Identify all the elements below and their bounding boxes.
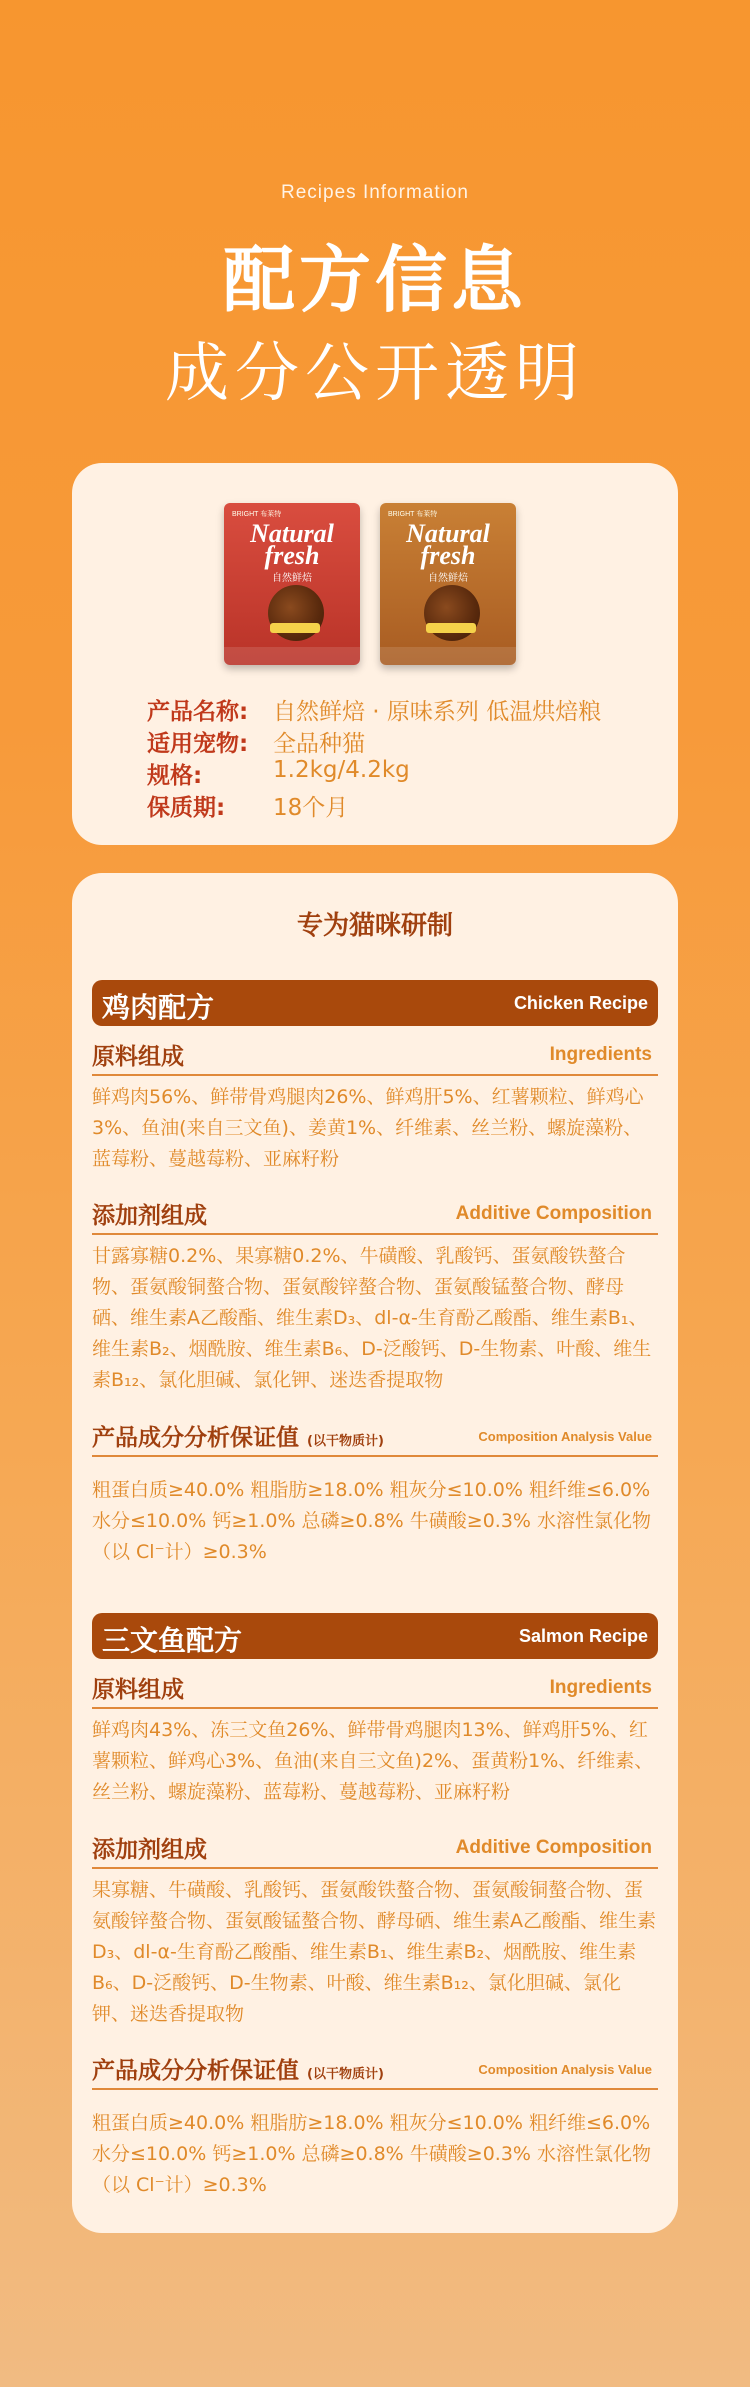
product-info-card: BRIGHT 布莱特 Natural fresh 自然鲜焙 BRIGHT 布莱特 Natural fresh 自然鲜焙 产品名称: 自然鲜焙 · 原味系列 低温烘焙粮 适用宠物: 全品种猫 规格: 1.2kg/4.2kg 保质期: 18个月 bbox=[72, 463, 678, 845]
eyebrow-text: Recipes Information bbox=[281, 182, 469, 203]
chicken-ingredients-heading: 原料组成 Ingredients bbox=[92, 1036, 658, 1076]
chicken-recipe-title: 鸡肉配方 bbox=[102, 991, 215, 1024]
recipes-card-title: 专为猫咪研制 bbox=[296, 911, 453, 941]
chicken-analysis-heading: 产品成分分析保证值 (以干物质计) Composition Analysis Value bbox=[92, 1417, 658, 1457]
pack-logo-cn: 自然鲜焙 bbox=[272, 573, 312, 584]
chicken-recipe-bar bbox=[92, 980, 658, 1026]
salmon-analysis-heading: 产品成分分析保证值 (以干物质计) Composition Analysis Value bbox=[92, 2050, 658, 2090]
pack-tag bbox=[426, 623, 476, 633]
pack-brand: BRIGHT 布莱特 bbox=[388, 511, 438, 518]
page-title: 配方信息 bbox=[222, 238, 527, 322]
salmon-analysis-text: 粗蛋白质≥40.0% 粗脂肪≥18.0% 粗灰分≤10.0% 粗纤维≤6.0% 水分≤10.0% 钙≥1.0% 总磷≥0.8% 牛磺酸≥0.3% 水溶性氯化物（以 Cl⁻计）≥0.3% bbox=[92, 2112, 652, 2196]
pack-brand: BRIGHT 布莱特 bbox=[232, 511, 282, 518]
page-subtitle: 成分公开透明 bbox=[165, 337, 585, 411]
salmon-ingredients-heading: 原料组成 Ingredients bbox=[92, 1669, 658, 1709]
salmon-recipe-title-en: Salmon Recipe bbox=[518, 1626, 648, 1646]
salmon-additive-text: 果寡糖、牛磺酸、乳酸钙、蛋氨酸铁螯合物、蛋氨酸铜螯合物、蛋氨酸锌螯合物、蛋氨酸锰螯合物、酵母硒、维生素A乙酸酯、维生素D₃、dl-α-生育酚乙酸酯、维生素B₁、维生素B₂、烟酰胺、维生素B₆、D-泛酸钙、D-生物素、叶酸、维生素B₁₂、氯化胆碱、氯化钾、迷迭香提取物 bbox=[92, 1879, 656, 2025]
chicken-additive-heading: 添加剂组成 Additive Composition bbox=[92, 1195, 658, 1235]
salmon-ingredients-text: 鲜鸡肉43%、冻三文鱼26%、鲜带骨鸡腿肉13%、鲜鸡肝5%、红薯颗粒、鲜鸡心3%、鱼油(来自三文鱼)2%、蛋黄粉1%、纤维素、丝兰粉、螺旋藻粉、蓝莓粉、蔓越莓粉、亚麻籽粉 bbox=[92, 1719, 654, 1803]
pack-logo: Natural fresh bbox=[250, 519, 334, 570]
salmon-recipe-title: 三文鱼配方 bbox=[102, 1624, 243, 1657]
chicken-analysis-text: 粗蛋白质≥40.0% 粗脂肪≥18.0% 粗灰分≤10.0% 粗纤维≤6.0% 水分≤10.0% 钙≥1.0% 总磷≥0.8% 牛磺酸≥0.3% 水溶性氯化物（以 Cl⁻计）≥0.3% bbox=[92, 1479, 652, 1563]
recipes-card bbox=[72, 873, 678, 2233]
product-pack-chicken bbox=[224, 503, 360, 665]
product-pack-salmon bbox=[380, 503, 516, 665]
chicken-additive-text: 甘露寡糖0.2%、果寡糖0.2%、牛磺酸、乳酸钙、蛋氨酸铁螯合物、蛋氨酸铜螯合物、蛋氨酸锌螯合物、蛋氨酸锰螯合物、酵母硒、维生素A乙酸酯、维生素D₃、dl-α-生育酚乙酸酯、维生素B₁、维生素B₂、烟酰胺、维生素B₆、D-泛酸钙、D-生物素、叶酸、维生素B₁₂、氯化胆碱、氯化钾、迷迭香提取物 bbox=[92, 1245, 652, 1391]
pack-logo: Natural fresh bbox=[406, 519, 490, 570]
salmon-recipe-bar bbox=[92, 1613, 658, 1659]
salmon-additive-heading: 添加剂组成 Additive Composition bbox=[92, 1829, 658, 1869]
chicken-ingredients-text: 鲜鸡肉56%、鲜带骨鸡腿肉26%、鲜鸡肝5%、红薯颗粒、鲜鸡心3%、鱼油(来自三文鱼)、姜黄1%、纤维素、丝兰粉、螺旋藻粉、蓝莓粉、蔓越莓粉、亚麻籽粉 bbox=[92, 1086, 644, 1170]
chicken-recipe-title-en: Chicken Recipe bbox=[513, 993, 648, 1013]
pack-logo-cn: 自然鲜焙 bbox=[428, 573, 468, 584]
pack-tag bbox=[270, 623, 320, 633]
